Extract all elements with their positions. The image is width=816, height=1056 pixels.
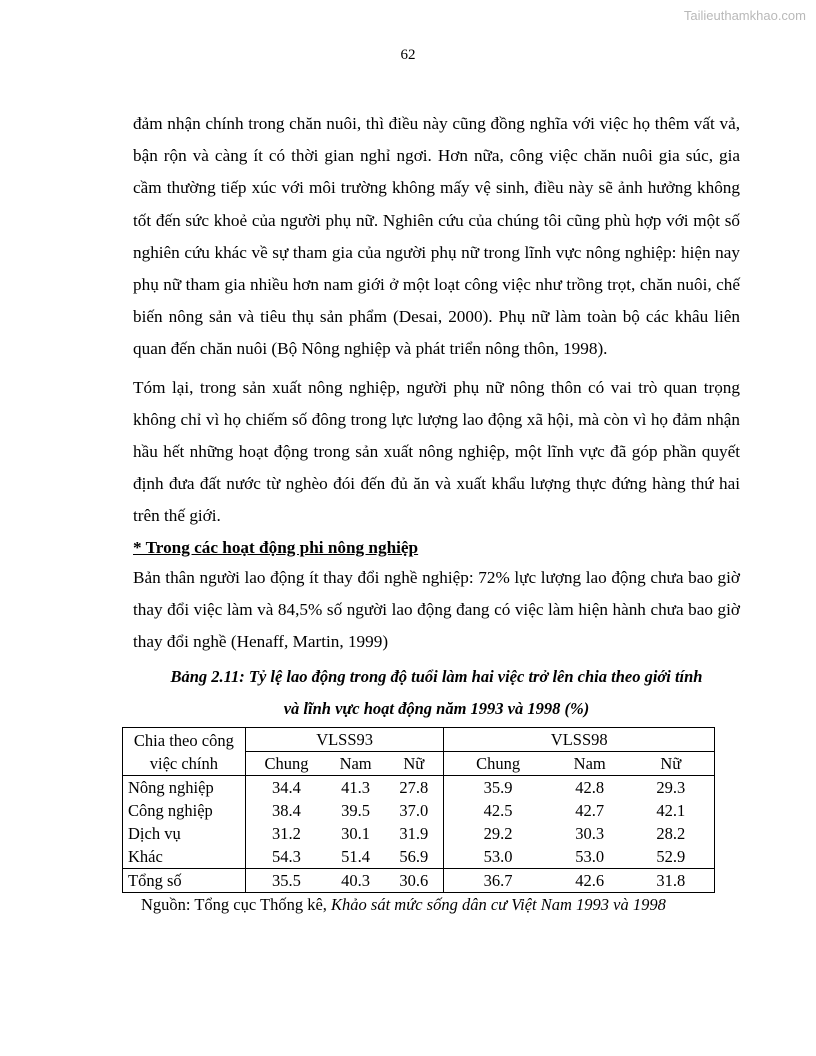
paragraph-1: đảm nhận chính trong chăn nuôi, thì điều này cũng đồng nghĩa với việc họ thêm vất vả, bận rộn và càng ít có thời gian nghỉ ngơi. Hơn nữa, công việc chăn nuôi gia súc, gia cầm thường tiếp xúc với môi trường không mấy vệ sinh, điều này sẽ ảnh hưởng không tốt đến sức khoẻ của người phụ nữ. Nghiên cứu của chúng tôi cũng phù hợp với một số nghiên cứu khác về sự tham gia của người phụ nữ trong lĩnh vực nông nghiệp: hiện nay phụ nữ tham gia nhiều hơn nam giới ở một loạt công việc như trồng trọt, chăn nuôi, chế biến nông sản và tiêu thụ sản phẩm (Desai, 2000). Phụ nữ làm toàn bộ các khâu liên quan đến chăn nuôi (Bộ Nông nghiệp và phát triển nông thôn, 1998). — [133, 114, 740, 359]
cell: 30.6 — [384, 869, 444, 893]
cell: 52.9 — [628, 845, 715, 869]
cell: 51.4 — [341, 847, 371, 867]
cell: 38.4 — [245, 799, 327, 822]
cell: 34.4 — [245, 776, 327, 800]
cell: 39.5 — [341, 801, 371, 821]
cell: 35.5 — [245, 869, 327, 893]
row-label: Nông nghiệp — [123, 776, 246, 800]
row-header: Chia theo công — [123, 728, 246, 752]
cell: 42.8 — [575, 778, 605, 798]
table-source — [141, 893, 740, 917]
cell: 30.3 — [575, 824, 605, 844]
cell: 31.9 — [399, 824, 429, 844]
cell: 42.6 — [552, 869, 628, 893]
cell: 42.5 — [444, 799, 552, 822]
watermark: Tailieuthamkhao.com — [683, 8, 806, 23]
cell: 29.3 — [628, 776, 715, 800]
subheader-nam: Nam — [552, 752, 628, 776]
data-table — [122, 727, 715, 893]
table-caption-line-2: và lĩnh vực hoạt động năm 1993 và 1998 (%) — [283, 699, 590, 719]
source-prefix: Nguồn: Tổng cục Thống kê, — [141, 895, 332, 915]
page-content — [128, 108, 740, 917]
cell: 31.2 — [245, 822, 327, 845]
source-title: Khảo sát mức sống dân cư Việt Nam 1993 và 1998 — [331, 895, 666, 915]
table-row — [123, 776, 715, 800]
table-header-row — [123, 728, 715, 752]
cell: 42.7 — [575, 801, 605, 821]
group-header-vlss93: VLSS93 — [245, 728, 444, 752]
cell: 27.8 — [399, 778, 429, 798]
table-row — [123, 845, 715, 869]
subheader-nu: Nữ — [384, 752, 444, 776]
table-caption-line-1: Bảng 2.11: Tỷ lệ lao động trong độ tuổi làm hai việc trở lên chia theo giới tính — [170, 667, 703, 687]
table-row — [123, 799, 715, 822]
cell: 37.0 — [399, 801, 429, 821]
table-total-row — [123, 869, 715, 893]
cell: 36.7 — [444, 869, 552, 893]
subheader-chung: Chung — [245, 752, 327, 776]
cell: 41.3 — [341, 778, 371, 798]
row-label: Dịch vụ — [123, 822, 246, 845]
paragraph-2: Tóm lại, trong sản xuất nông nghiệp, người phụ nữ nông thôn có vai trò quan trọng không chỉ vì họ chiếm số đông trong lực lượng lao động xã hội, mà còn vì họ đảm nhận hầu hết những hoạt động trong sản xuất nông nghiệp, một lĩnh vực đã góp phần quyết định đưa đất nước từ nghèo đói đến đủ ăn và xuất khẩu lượng thực đứng hàng thứ hai trên thế giới. — [133, 377, 740, 526]
cell: 53.0 — [575, 847, 605, 867]
cell: 54.3 — [245, 845, 327, 869]
row-label: Công nghiệp — [123, 799, 246, 822]
subheader-chung: Chung — [444, 752, 552, 776]
table-row — [123, 822, 715, 845]
cell: 29.2 — [444, 822, 552, 845]
paragraph-3: Bản thân người lao động ít thay đổi nghề nghiệp: 72% lực lượng lao động chưa bao giờ thay đổi việc làm và 84,5% số người lao động đang có việc làm hiện hành chưa bao giờ thay đổi nghề (Henaff, Martin, 1999) — [133, 567, 740, 652]
page-number: 62 — [400, 47, 416, 63]
cell: 42.1 — [628, 799, 715, 822]
cell: 56.9 — [399, 847, 429, 867]
section-heading: * Trong các hoạt động phi nông nghiệp — [133, 537, 419, 557]
table-subheader-row — [123, 752, 715, 776]
cell: 31.8 — [628, 869, 715, 893]
group-header-vlss98: VLSS98 — [444, 728, 715, 752]
row-label: Khác — [123, 845, 246, 869]
cell: 35.9 — [444, 776, 552, 800]
cell: 28.2 — [628, 822, 715, 845]
cell: 40.3 — [327, 869, 384, 893]
subheader-nam: Nam — [327, 752, 384, 776]
subheader-nu: Nữ — [628, 752, 715, 776]
cell: 30.1 — [341, 824, 371, 844]
row-header-line-2: việc chính — [123, 752, 246, 776]
row-label-total: Tổng số — [123, 869, 246, 893]
cell: 53.0 — [444, 845, 552, 869]
